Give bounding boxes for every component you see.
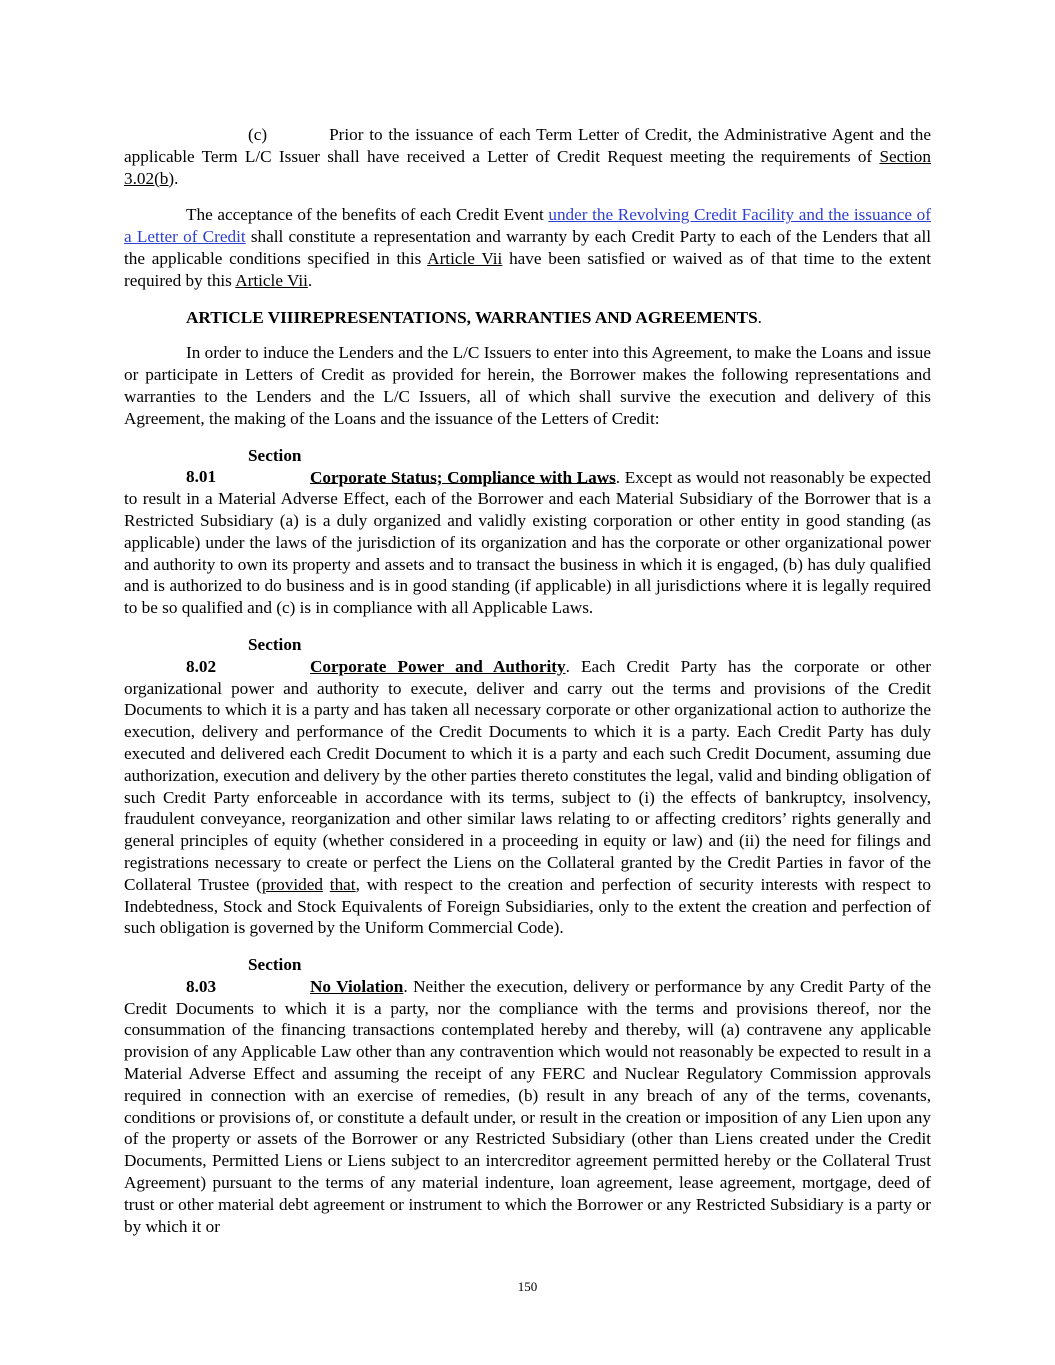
document-page — [124, 124, 931, 1252]
section-title: No Violation — [310, 976, 404, 996]
article-vii-ref-1[interactable]: Article Vii — [427, 248, 503, 268]
clause-label: (c) — [248, 125, 268, 144]
paragraph-c: (c) Prior to the issuance of each Term Letter of Credit, the Administrative Agent and the applicable Term L/C Issuer shall have received a Letter of Credit Request meeting the requirements of Section 3.02(b). — [124, 125, 931, 188]
intro-paragraph: In order to induce the Lenders and the L/C Issuers to enter into this Agreement, to make the Loans and issue or participate in Letters of Credit as provided for herein, the Borrower makes the following representations and warranties to the Lenders and the L/C Issuers, all of which shall survive the execution and delivery of this Agreement, the making of the Loans and the issuance of the Letters of Credit: — [124, 343, 931, 428]
provided-term: provided — [261, 874, 323, 894]
section-3-02b-ref[interactable]: Section 3.02(b) — [124, 146, 931, 188]
section-8-01 — [124, 445, 931, 619]
section-8-02 — [124, 634, 931, 939]
article-title: ARTICLE VIIIREPRESENTATIONS, WARRANTIES AND AGREEMENTS — [186, 307, 758, 327]
section-title: Corporate Power and Authority — [310, 656, 566, 676]
section-body: . Neither the execution, delivery or performance by any Credit Party of the Credit Documents to which it is a party, nor the compliance with the terms and provisions thereof, nor the consummation of the financing transactions contemplated hereby and thereby, will (a) contravene any applicable provision of any Applicable Law other than any contravention which would not reasonably be expected to result in a Material Adverse Effect and assuming the receipt of any FERC and Nuclear Regulatory Commission approvals required in connection with an exercise of remedies, (b) result in any breach of any of the terms, covenants, conditions or provisions of, or constitute a default under, or result in the creation or imposition of any Lien upon any of the property or assets of the Borrower or any Restricted Subsidiary (other than Liens created under the Credit Documents, Permitted Liens or Liens subject to an intercreditor agreement permitted hereby or the Collateral Trust Agreement) pursuant to the terms of any material indenture, loan agreement, lease agreement, mortgage, deed of trust or other material debt agreement or instrument to which the Borrower or any Restricted Subsidiary is a party or by which it or — [124, 976, 932, 1236]
section-number: Section 8.02 — [186, 634, 302, 676]
acceptance-paragraph: The acceptance of the benefits of each Credit Event under the Revolving Credit Facility and the issuance of a Letter of Credit shall constitute a representation and warranty by each Credit Party to each of the Lenders that all the applicable conditions specified in this Article Vii have been satisfied or waived as of that time to the extent required by this Article Vii. — [124, 205, 932, 290]
revolving-credit-link[interactable]: under the Revolving Credit Facility and the issuance of a Letter of Credit — [124, 205, 931, 247]
article-vii-ref-2[interactable]: Article Vii — [235, 270, 308, 290]
page-number: 150 — [517, 1279, 538, 1294]
section-number: Section 8.01 — [186, 445, 302, 487]
section-title: Corporate Status; Compliance with Laws — [310, 467, 616, 487]
section-8-03 — [124, 954, 931, 1237]
section-body: . Each Credit Party has the corporate or other organizational power and authority to execute, deliver and carry out the terms and provisions of the Credit Documents to which it is a party and has taken all necessary corporate or other organizational action to authorize the execution, delivery and performance of the Credit Documents to which it is a party. Each Credit Party has duly executed and delivered each Credit Document to which it is a party and each such Credit Document, assuming due authorization, execution and delivery by the other parties thereto constitutes the legal, valid and binding obligation of such Credit Party enforceable in accordance with its terms, subject to (i) the effects of bankruptcy, insolvency, fraudulent conveyance, reorganization and other similar laws relating to or affecting creditors’ rights generally and general principles of equity (whether considered in a proceeding in equity or law) and (ii) the need for filings and registrations necessary to create or perfect the Liens on the Collateral granted by the Credit Parties in favor of the Collateral Trustee ( — [124, 656, 931, 894]
clause-c-text: Prior to the issuance of each Term Letter of Credit, the Administrative Agent and the applicable Term L/C Issuer shall have received a Letter of Credit Request meeting the requirements of — [124, 125, 931, 166]
section-body: . Except as would not reasonably be expected to result in a Material Adverse Effect, each of the Borrower and each Material Subsidiary of the Borrower that is a Restricted Subsidiary (a) is a duly organized and validly existing corporation or other entity in good standing (as applicable) under the laws of the jurisdiction of its organization and has the corporate or other organizational power and authority to own its property and assets and to transact the business in which it is engaged, (b) has duly qualified and is authorized to do business and is in good standing (if applicable) in all jurisdictions where it is legally required to be so qualified and (c) is in compliance with all Applicable Laws. — [124, 467, 931, 618]
section-body-continued: , with respect to the creation and perfection of security interests with respect to Indebtedness, Stock and Stock Equivalents of Foreign Subsidiaries, only to the extent the creation and perfection of such obligation is governed by the Uniform Commercial Code). — [124, 874, 931, 938]
section-number: Section 8.03 — [186, 955, 302, 996]
that-term: that — [329, 874, 356, 894]
article-heading: ARTICLE VIIIREPRESENTATIONS, WARRANTIES AND AGREEMENTS. — [186, 307, 762, 327]
